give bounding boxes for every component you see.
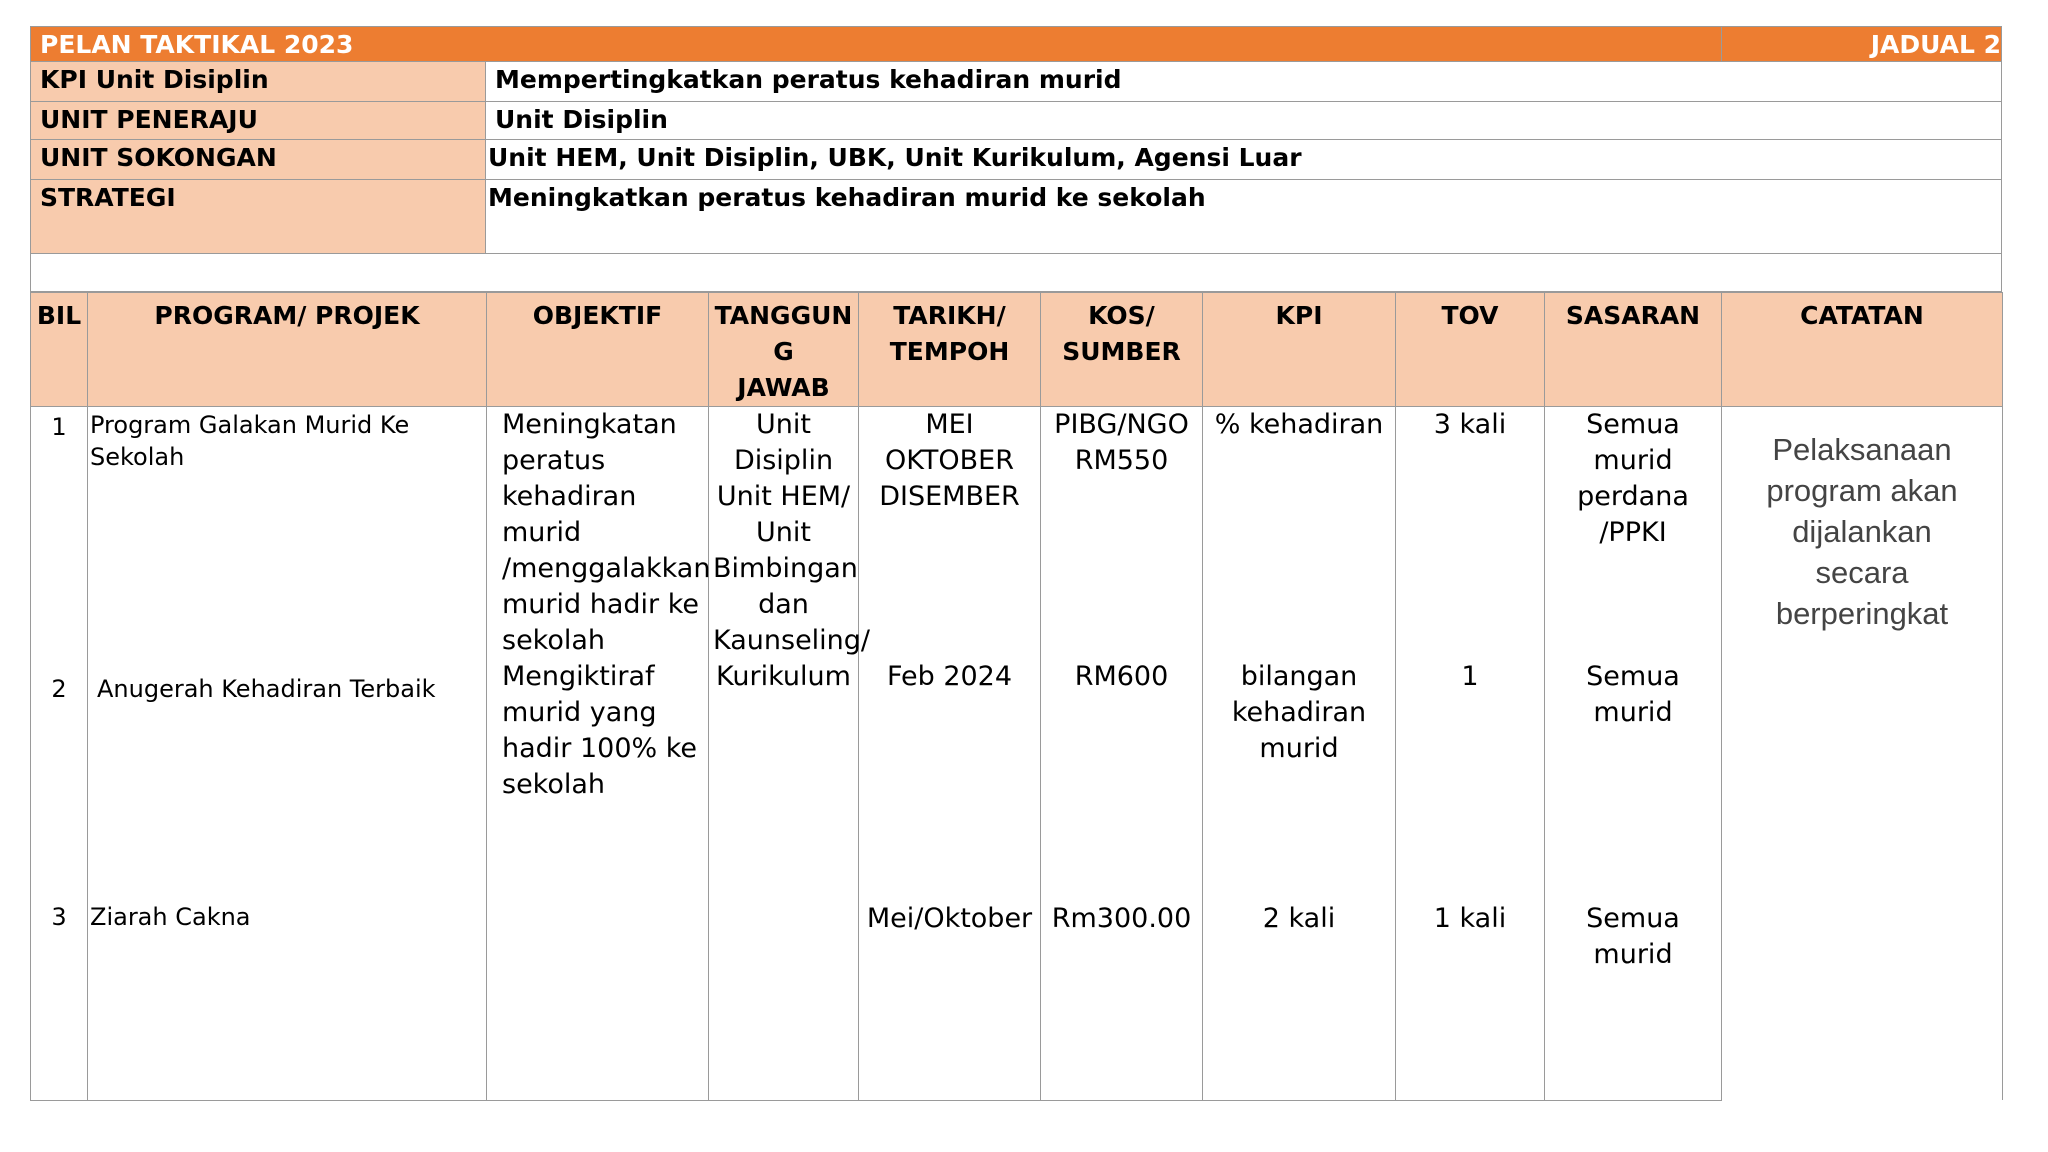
cell-kos: Rm300.00 <box>1041 889 1203 1100</box>
cell-program: Program Galakan Murid Ke Sekolah <box>88 407 487 660</box>
col-header-bil: BIL <box>31 293 88 407</box>
cell-objektif <box>487 889 709 1100</box>
kpi-value: Mempertingkatkan peratus kehadiran murid <box>486 62 2002 102</box>
cell-tanggungjawab <box>709 889 859 1100</box>
cell-tarikh: Feb 2024 <box>859 659 1041 889</box>
kpi-label: KPI Unit Disiplin <box>30 62 486 102</box>
cell-sasaran: Semua murid <box>1545 659 1722 889</box>
table-row <box>31 659 2003 889</box>
cell-sasaran: Semua murid perdana /PPKI <box>1545 407 1722 660</box>
col-header-tov: TOV <box>1396 293 1545 407</box>
cell-kos: RM600 <box>1041 659 1203 889</box>
table-row <box>31 889 2003 1100</box>
cell-sasaran: Semua murid <box>1545 889 1722 1100</box>
cell-program: Anugerah Kehadiran Terbaik <box>88 659 487 889</box>
strategy-value: Meningkatkan peratus kehadiran murid ke sekolah <box>486 180 2002 254</box>
info-block <box>30 62 2002 254</box>
col-header-program: PROGRAM/ PROJEK <box>88 293 487 407</box>
cell-tarikh: Mei/Oktober <box>859 889 1041 1100</box>
col-header-catatan: CATATAN <box>1722 293 2003 407</box>
cell-bil: 3 <box>31 889 88 1100</box>
table-header-row <box>31 293 2003 407</box>
col-header-kpi: KPI <box>1203 293 1396 407</box>
cell-kos: PIBG/NGO RM550 <box>1041 407 1203 660</box>
cell-bil: 1 <box>31 407 88 660</box>
col-header-tanggungjawab: TANGGUN G JAWAB <box>709 293 859 407</box>
lead-unit-label: UNIT PENERAJU <box>30 102 486 140</box>
support-unit-label: UNIT SOKONGAN <box>30 140 486 180</box>
cell-tarikh: MEI OKTOBER DISEMBER <box>859 407 1041 660</box>
cell-tov: 1 kali <box>1396 889 1545 1100</box>
table-tag: JADUAL 2 <box>1721 27 2003 61</box>
col-header-tarikh: TARIKH/ TEMPOH <box>859 293 1041 407</box>
lead-unit-value: Unit Disiplin <box>486 102 2002 140</box>
spacer-row <box>30 254 2002 292</box>
cell-tov: 3 kali <box>1396 407 1545 660</box>
tactical-plan-sheet <box>30 26 2002 1101</box>
cell-program: Ziarah Cakna <box>88 889 487 1100</box>
strategy-label: STRATEGI <box>30 180 486 254</box>
title-bar <box>30 26 2002 62</box>
program-table <box>30 292 2003 1101</box>
cell-tanggungjawab: Unit Disiplin Unit HEM/ Unit Bimbingan dan Kaunseling/ Kurikulum <box>709 407 859 890</box>
cell-kpi: 2 kali <box>1203 889 1396 1100</box>
table-row <box>31 407 2003 660</box>
support-unit-value: Unit HEM, Unit Disiplin, UBK, Unit Kurikulum, Agensi Luar <box>486 140 2002 180</box>
cell-bil: 2 <box>31 659 88 889</box>
cell-kpi: bilangan kehadiran murid <box>1203 659 1396 889</box>
col-header-kos: KOS/ SUMBER <box>1041 293 1203 407</box>
plan-title: PELAN TAKTIKAL 2023 <box>40 29 354 59</box>
cell-objektif: Meningkatan peratus kehadiran murid /menggalakkan murid hadir ke sekolah <box>487 407 709 660</box>
cell-objektif: Mengiktiraf murid yang hadir 100% ke sekolah <box>487 659 709 889</box>
col-header-objektif: OBJEKTIF <box>487 293 709 407</box>
cell-catatan: Pelaksanaan program akan dijalankan secara berperingkat <box>1722 407 2003 1101</box>
cell-kpi: % kehadiran <box>1203 407 1396 660</box>
cell-tov: 1 <box>1396 659 1545 889</box>
col-header-sasaran: SASARAN <box>1545 293 1722 407</box>
